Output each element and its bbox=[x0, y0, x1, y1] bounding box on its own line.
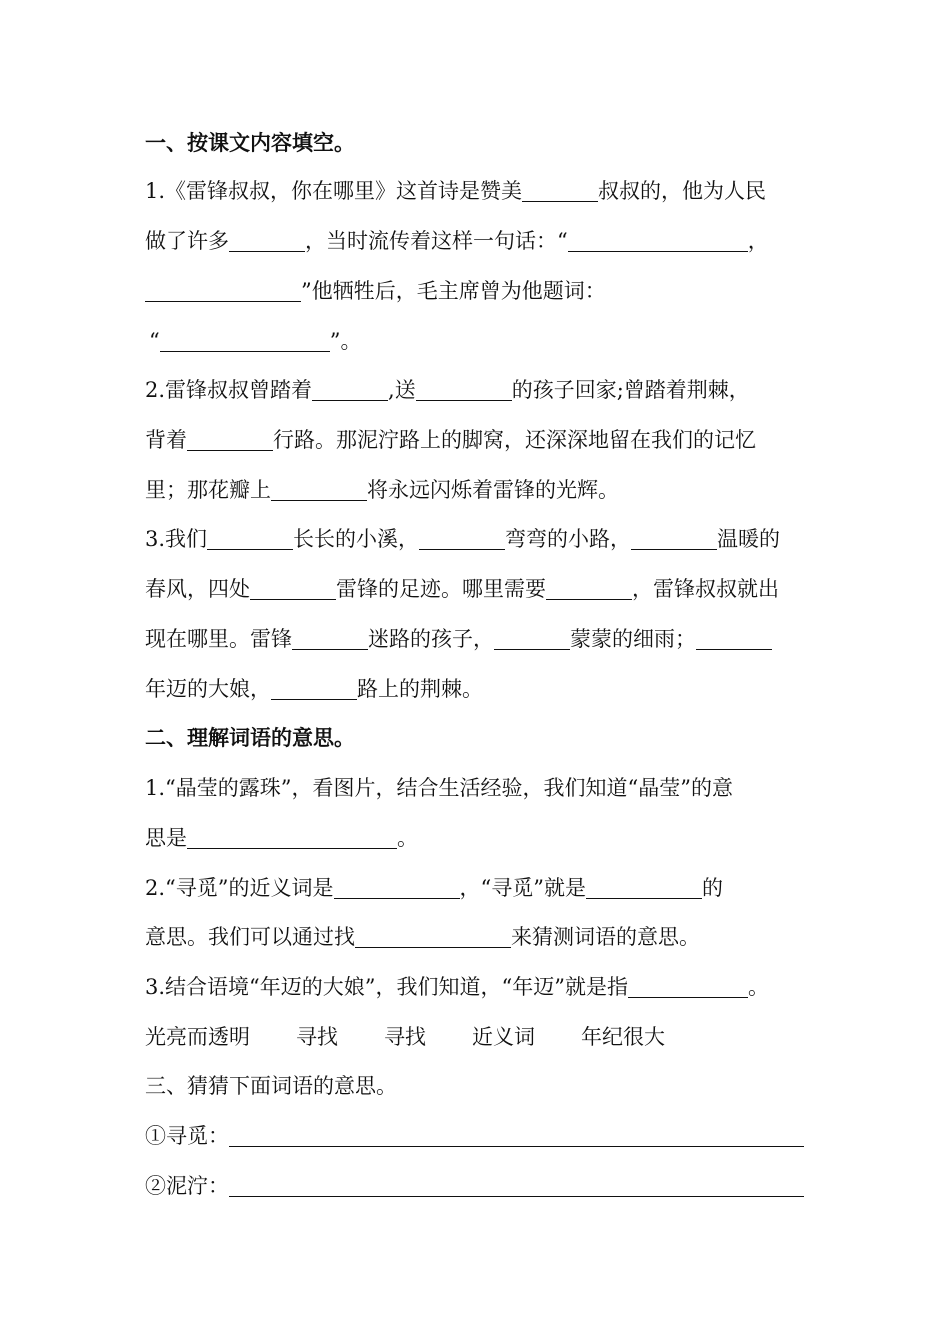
text: ,送 bbox=[388, 378, 416, 402]
s2-q3-line1 bbox=[145, 972, 810, 1002]
s1-q3-line1 bbox=[145, 524, 810, 554]
text: 将永远闪烁着雷锋的光辉。 bbox=[367, 478, 619, 502]
word-bank-item: 寻找 bbox=[296, 1025, 338, 1049]
s1-q1-line4 bbox=[145, 326, 810, 356]
s1-q1-line1 bbox=[145, 176, 810, 206]
blank[interactable] bbox=[207, 527, 293, 550]
text: 2.雷锋叔叔曾踏着 bbox=[145, 378, 313, 402]
text: 行路。那泥泞路上的脚窝，还深深地留在我们的记忆 bbox=[273, 428, 756, 452]
text: ①寻觅： bbox=[145, 1124, 229, 1148]
s2-q2-line1 bbox=[145, 873, 810, 903]
s2-q1-line1: 1.“晶莹的露珠”，看图片，结合生活经验，我们知道“晶莹”的意 bbox=[145, 776, 733, 800]
text: ，雷锋叔叔就出 bbox=[632, 577, 779, 601]
text: ②泥泞： bbox=[145, 1174, 229, 1198]
text: 路上的荆棘。 bbox=[357, 677, 483, 701]
text: ，“寻觅”就是 bbox=[459, 876, 586, 900]
blank[interactable] bbox=[292, 627, 368, 650]
blank[interactable] bbox=[271, 478, 367, 501]
blank[interactable] bbox=[271, 677, 357, 700]
text: 的 bbox=[702, 876, 723, 900]
blank[interactable] bbox=[416, 378, 512, 401]
blank[interactable] bbox=[229, 229, 305, 252]
text: 做了许多 bbox=[145, 229, 229, 253]
blank[interactable] bbox=[586, 876, 702, 899]
blank[interactable] bbox=[546, 577, 632, 600]
word-bank-item: 年纪很大 bbox=[581, 1025, 665, 1049]
text: 1.《雷锋叔叔，你在哪里》这首诗是赞美 bbox=[145, 179, 523, 203]
blank[interactable] bbox=[568, 229, 748, 252]
s1-q3-line3 bbox=[145, 624, 810, 654]
blank[interactable] bbox=[696, 627, 772, 650]
blank[interactable] bbox=[334, 876, 460, 899]
s3-item-2 bbox=[145, 1171, 810, 1201]
text: 思是 bbox=[145, 826, 187, 850]
blank[interactable] bbox=[631, 527, 717, 550]
blank[interactable] bbox=[187, 428, 273, 451]
blank[interactable] bbox=[145, 279, 301, 302]
text: 叔叔的，他为人民 bbox=[598, 179, 767, 203]
text: 里；那花瓣上 bbox=[145, 478, 271, 502]
s3-item-1 bbox=[145, 1121, 810, 1151]
text: 。 bbox=[747, 975, 769, 999]
text: 迷路的孩子， bbox=[368, 627, 494, 651]
s1-q2-line2 bbox=[145, 425, 810, 455]
s2-q1-line2 bbox=[145, 823, 810, 853]
text: 3.结合语境“年迈的大娘”，我们知道，“年迈”就是指 bbox=[145, 975, 628, 999]
s1-q1-line3 bbox=[145, 276, 810, 306]
section1-title: 一、按课文内容填空。 bbox=[145, 130, 355, 155]
blank[interactable] bbox=[312, 378, 388, 401]
s1-q3-line2 bbox=[145, 574, 810, 604]
text: ”。 bbox=[329, 329, 362, 353]
text: 的孩子回家;曾踏着荆棘， bbox=[511, 378, 750, 402]
text: 意思。我们可以通过找 bbox=[145, 925, 355, 949]
answer-line[interactable] bbox=[229, 1174, 804, 1197]
text: 2.“寻觅”的近义词是 bbox=[145, 876, 334, 900]
text: ， bbox=[747, 229, 769, 253]
blank[interactable] bbox=[419, 527, 505, 550]
text: 来猜测词语的意思。 bbox=[511, 925, 700, 949]
blank[interactable] bbox=[628, 975, 748, 998]
text: ，当时流传着这样一句话：“ bbox=[305, 229, 568, 253]
s2-q2-line2 bbox=[145, 922, 810, 952]
word-bank-item: 寻找 bbox=[384, 1025, 426, 1049]
blank[interactable] bbox=[522, 179, 598, 202]
answer-line[interactable] bbox=[229, 1124, 804, 1147]
text: 春风，四处 bbox=[145, 577, 250, 601]
word-bank-item: 光亮而透明 bbox=[145, 1025, 250, 1049]
s1-q1-line2 bbox=[145, 226, 810, 256]
blank[interactable] bbox=[355, 925, 511, 948]
s1-q3-line4 bbox=[145, 674, 810, 704]
text: 背着 bbox=[145, 428, 187, 452]
s1-q2-line1 bbox=[145, 375, 810, 405]
blank[interactable] bbox=[494, 627, 570, 650]
text: 蒙蒙的细雨； bbox=[570, 627, 696, 651]
text: 温暖的 bbox=[717, 527, 781, 551]
text: 雷锋的足迹。哪里需要 bbox=[336, 577, 546, 601]
word-bank bbox=[145, 1022, 810, 1052]
text: 年迈的大娘， bbox=[145, 677, 271, 701]
text: 3.我们 bbox=[145, 527, 208, 551]
blank[interactable] bbox=[160, 329, 330, 352]
section2-title: 二、理解词语的意思。 bbox=[145, 725, 355, 750]
text: 现在哪里。雷锋 bbox=[145, 627, 292, 651]
s1-q2-line3 bbox=[145, 475, 810, 505]
text: “ bbox=[149, 329, 160, 353]
word-bank-item: 近义词 bbox=[472, 1025, 535, 1049]
text: 。 bbox=[397, 826, 418, 850]
blank[interactable] bbox=[250, 577, 336, 600]
text: ”他牺牲后，毛主席曾为他题词： bbox=[301, 279, 606, 303]
section3-title: 三、猜猜下面词语的意思。 bbox=[145, 1074, 397, 1098]
text: 长长的小溪， bbox=[293, 527, 420, 551]
blank[interactable] bbox=[187, 826, 397, 849]
text: 弯弯的小路， bbox=[505, 527, 632, 551]
